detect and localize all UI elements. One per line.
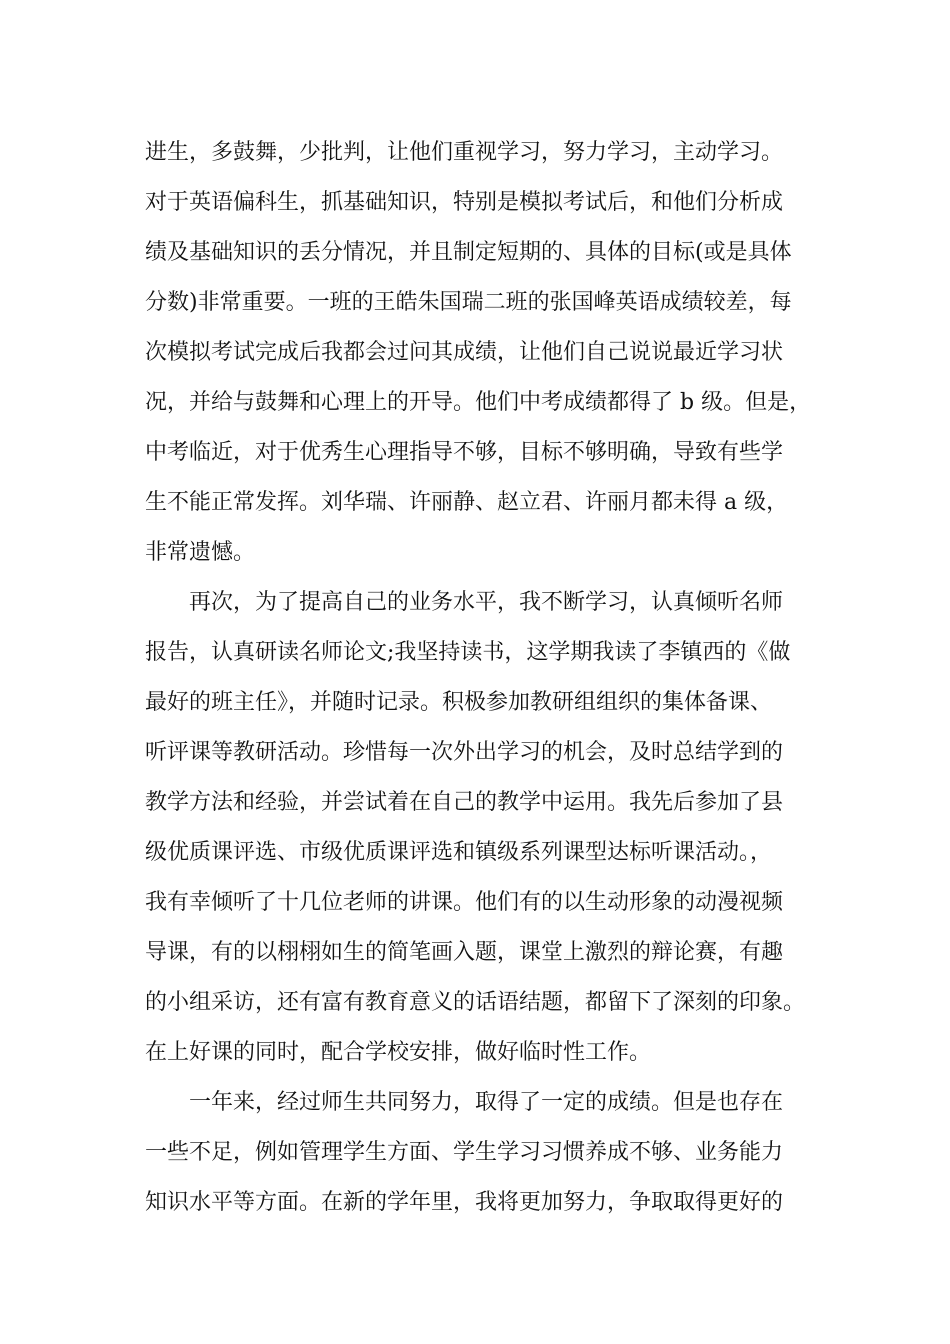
text-line: 的小组采访，还有富有教育意义的话语结题，都留下了深刻的印象。	[145, 990, 806, 1015]
body-text	[145, 128, 835, 1228]
text-line: 知识水平等方面。在新的学年里，我将更加努力，争取取得更好的	[145, 1190, 784, 1215]
text-line: 进生，多鼓舞，少批判，让他们重视学习，努力学习，主动学习。	[145, 140, 784, 165]
paragraph-start-line: 一年来，经过师生共同努力，取得了一定的成绩。但是也存在	[145, 1090, 784, 1115]
text-line: 中考临近，对于优秀生心理指导不够，目标不够明确，导致有些学	[145, 440, 784, 465]
text-line: 非常遗憾。	[145, 540, 256, 565]
text-line: 导课，有的以栩栩如生的简笔画入题，课堂上激烈的辩论赛，有趣	[145, 940, 784, 965]
text-line: 报告，认真研读名师论文;我坚持读书，这学期我读了李镇西的《做	[145, 640, 791, 665]
paragraph-start-line: 再次，为了提高自己的业务水平，我不断学习，认真倾听名师	[145, 590, 784, 615]
text-line: 分数)非常重要。一班的王皓朱国瑞二班的张国峰英语成绩较差，每	[145, 290, 792, 315]
text-line: 次模拟考试完成后我都会过问其成绩，让他们自己说说最近学习状	[145, 340, 784, 365]
text-line: 听评课等教研活动。珍惜每一次外出学习的机会，及时总结学到的	[145, 740, 784, 765]
text-line: 一些不足，例如管理学生方面、学生学习习惯养成不够、业务能力	[145, 1140, 784, 1165]
text-line: 对于英语偏科生，抓基础知识，特别是模拟考试后，和他们分析成	[145, 190, 784, 215]
text-line: 况，并给与鼓舞和心理上的开导。他们中考成绩都得了 b 级。但是，	[145, 390, 812, 415]
text-line: 我有幸倾听了十几位老师的讲课。他们有的以生动形象的动漫视频	[145, 890, 784, 915]
text-line: 级优质课评选、市级优质课评选和镇级系列课型达标听课活动。，	[145, 840, 773, 865]
text-line: 最好的班主任》，并随时记录。积极参加教研组组织的集体备课、	[145, 690, 773, 715]
text-line: 绩及基础知识的丢分情况，并且制定短期的、具体的目标(或是具体	[145, 240, 792, 265]
text-line: 生不能正常发挥。刘华瑞、许丽静、赵立君、许丽月都未得 a 级，	[145, 490, 789, 515]
text-line: 教学方法和经验，并尝试着在自己的教学中运用。我先后参加了县	[145, 790, 784, 815]
text-line: 在上好课的同时，配合学校安排，做好临时性工作。	[145, 1040, 652, 1065]
